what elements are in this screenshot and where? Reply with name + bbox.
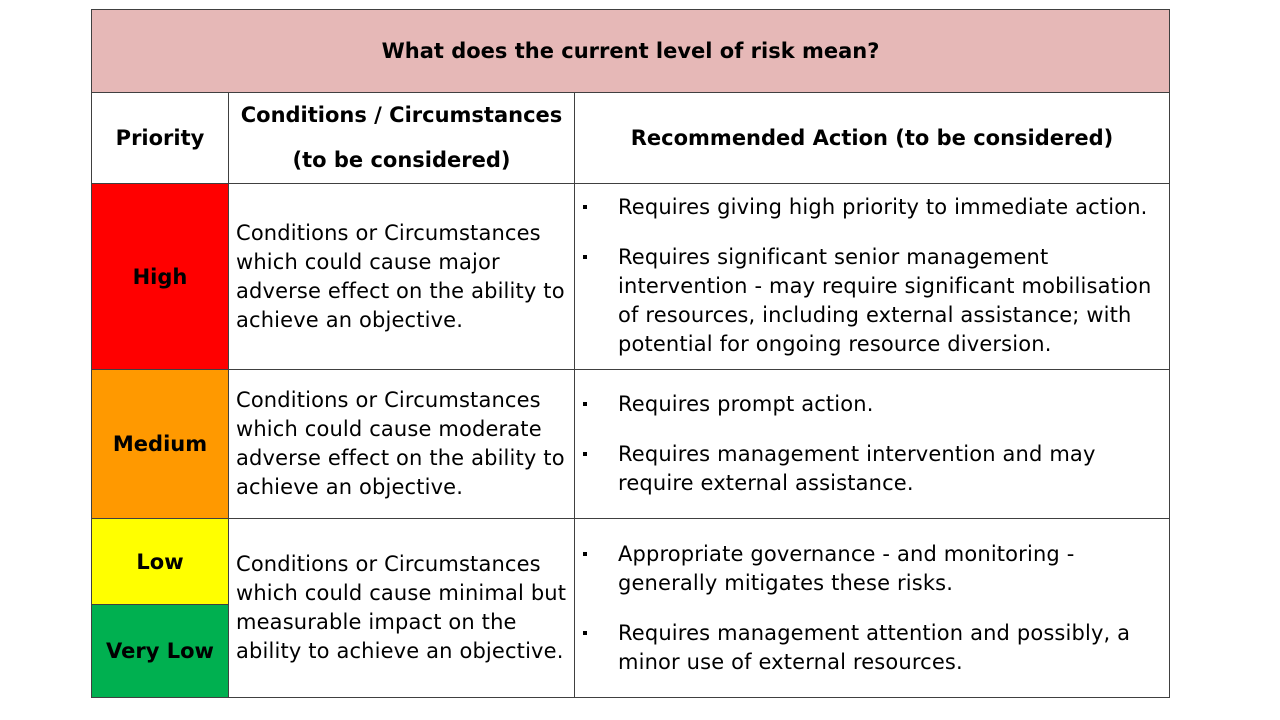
action-text: Appropriate governance - and monitoring - generally mitigates these risks. <box>618 542 1075 595</box>
table-row-high <box>92 184 1170 370</box>
header-conditions-line1: Conditions / Circumstances <box>240 103 563 127</box>
header-action <box>575 93 1170 184</box>
list-item <box>575 540 1169 598</box>
bullet-icon <box>583 205 587 209</box>
bullet-icon <box>583 452 587 456</box>
actions-medium-list <box>575 390 1169 498</box>
header-priority-text: Priority <box>115 125 205 150</box>
priority-low-label: Low <box>136 549 184 574</box>
header-priority <box>92 93 229 184</box>
bullet-icon <box>583 631 587 635</box>
conditions-medium: Conditions or Circumstances which could cause moderate adverse effect on the ability to achieve an objective. <box>229 370 575 519</box>
table-row-medium <box>92 370 1170 519</box>
header-conditions <box>229 93 575 184</box>
action-text: Requires prompt action. <box>618 392 874 416</box>
action-text: Requires giving high priority to immediate action. <box>618 195 1148 219</box>
action-text: Requires management intervention and may require external assistance. <box>618 442 1096 495</box>
priority-very-low-label: Very Low <box>106 639 214 663</box>
priority-medium-cell <box>92 370 229 519</box>
priority-high-cell <box>92 184 229 370</box>
conditions-high: Conditions or Circumstances which could cause major adverse effect on the ability to achieve an objective. <box>229 184 575 370</box>
table-row-low <box>92 519 1170 605</box>
actions-low <box>575 519 1170 698</box>
conditions-low: Conditions or Circumstances which could cause minimal but measurable impact on the ability to achieve an objective. <box>229 519 575 698</box>
table-title-text: What does the current level of risk mean? <box>381 39 880 63</box>
header-action-text: Recommended Action (to be considered) <box>630 125 1114 150</box>
bullet-icon <box>583 552 587 556</box>
bullet-icon <box>583 255 587 259</box>
actions-medium <box>575 370 1170 519</box>
actions-high-list <box>575 193 1169 359</box>
list-item <box>575 619 1169 677</box>
header-conditions-line2: (to be considered) <box>292 148 511 172</box>
list-item <box>575 390 1169 419</box>
priority-high-label: High <box>132 264 188 289</box>
action-text: Requires significant senior management intervention - may require significant mobilisation of resources, including external assistance; with potential for ongoing resource diversion. <box>618 245 1152 356</box>
bullet-icon <box>583 402 587 406</box>
priority-very-low-cell <box>92 605 229 698</box>
priority-low-cell <box>92 519 229 605</box>
table-title <box>92 10 1170 93</box>
list-item <box>575 193 1169 222</box>
list-item <box>575 440 1169 498</box>
risk-level-table <box>91 9 1170 698</box>
list-item <box>575 243 1169 359</box>
priority-medium-label: Medium <box>112 432 208 456</box>
actions-low-list <box>575 540 1169 677</box>
actions-high <box>575 184 1170 370</box>
action-text: Requires management attention and possibly, a minor use of external resources. <box>618 621 1131 674</box>
